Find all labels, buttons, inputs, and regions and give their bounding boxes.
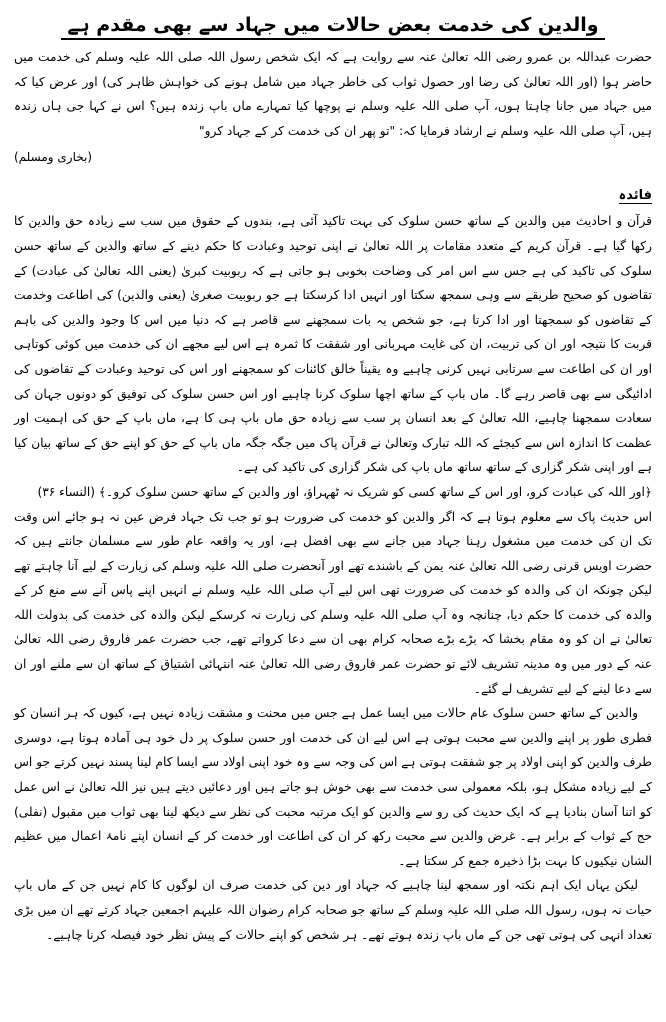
quran-quote: ﴿اور اللہ کی عبادت کرو، اور اس کے ساتھ کسی کو شریک نہ ٹھہراؤ، اور والدین کے ساتھ حسن سلوک کرو۔﴾ (النساء ۳۶): [37, 484, 652, 499]
page-title: [14, 14, 652, 39]
title-text: والدین کی خدمت بعض حالات میں جہاد سے بھی مقدم ہے: [61, 14, 604, 40]
hadith-reference: (بخاری ومسلم): [14, 150, 92, 165]
hadith-paragraph: حضرت عبداللہ بن عمرو رضی اللہ تعالیٰ عنہ سے روایت ہے کہ ایک شخص رسول اللہ صلی اللہ علیہ وسلم کی خدمت میں حاضر ہوا (اور اللہ تعالیٰ کی رضا اور حصول ثواب کی خاطر جہاد میں شامل ہونے کی خواہش ظاہر کی) اور عرض کیا کہ میں جہاد میں جانا چاہتا ہوں، آپ صلی اللہ علیہ وسلم نے پوچھا کیا تمہارے ماں باپ زندہ ہیں؟ اس نے کہا جی ہاں زندہ ہیں، آپ صلی اللہ علیہ وسلم نے ارشاد فرمایا کہ: "تو پھر ان کی خدمت کر کے جہاد کرو": [14, 50, 652, 138]
paragraph-3: والدین کے ساتھ حسن سلوک عام حالات میں ایسا عمل ہے جس میں محنت و مشقت زیادہ نہیں ہے، کیوں کہ ہر انسان کو فطری طور پر اپنے والدین سے محبت ہوتی ہے اس لیے ان کی خدمت اور حسن سلوک پر دل خود ہی آمادہ ہوتا ہے، دوسری طرف والدین کو اپنی اولاد پر جو شفقت ہوتی ہے اس کی وجہ سے وہ خود اپنی اولاد سے ایسا کام لینا پسند نہیں کرتے جو اس کے لیے زیادہ مشکل ہو، بلکہ معمولی سی خدمت سے بھی خوش ہو جاتے ہیں اور دعائیں دیتے ہیں نیز اللہ تعالیٰ نے اس عمل کو اتنا آسان بنادیا ہے کہ ایک حدیث کی رو سے والدین کو ایک مرتبہ محبت کی نظر سے دیکھ لینا بھی ثواب میں مقبول (نفلی) حج کے ثواب کے برابر ہے۔ غرض والدین سے محبت رکھ کر ان کی اطاعت اور خدمت کر کے انسان اپنے نامۂ اعمال میں عظیم الشان نیکیوں کا بہت بڑا ذخیرہ جمع کر سکتا ہے۔: [14, 706, 652, 868]
paragraph-1: قرآن و احادیث میں والدین کے ساتھ حسن سلوک کی بہت تاکید آئی ہے، بندوں کے حقوق میں سب سے زیادہ حق والدین کا رکھا گیا ہے۔ قرآن کریم کے متعدد مقامات پر اللہ تعالیٰ نے اپنی توحید وعبادت کا حکم دینے کے ساتھ والدین کے ساتھ حسن سلوک کی تاکید کی ہے جس سے اس امر کی وضاحت بخوبی ہو جاتی ہے کہ ربوبیت کبریٰ (یعنی اللہ تعالیٰ کی عبادت) کے تقاضوں کو صحیح طریقے سے وہی سمجھ سکتا اور انہیں ادا کرسکتا ہے جو ربوبیت صغریٰ (یعنی والدین) کی اطاعت وخدمت کے تقاضوں کو سمجھتا اور ادا کرتا ہے، جو شخص یہ بات سمجھنے سے قاصر ہے کہ دنیا میں اس کا وجود والدین کی باہم قربت کا نتیجہ اور ان کی تربیت، ان کی غایت مہربانی اور شفقت کا ثمرہ ہے اس لیے مجھے ان کی خدمت میں کوئی کوتاہی اور ان کی اطاعت سے سرتابی نہیں کرنی چاہیے وہ یقیناً خالق کائنات کو سمجھنے اور اس کی توحید وعبادت کے تقاضوں کی ادائیگی سے بھی قاصر رہے گا۔ ماں باپ کے ساتھ اچھا سلوک کرنا چاہیے اور اس حسن سلوک کی توفیق کو دونوں جہان کی سعادت سمجھنا چاہیے، اللہ تعالیٰ کے بعد انسان پر سب سے زیادہ حق ماں باپ ہی کا ہے، ماں باپ کے حق کی اہمیت اور عظمت کا اندازہ اس سے کیجئے کہ اللہ تبارک وتعالیٰ نے قرآن پاک میں جگہ جگہ ماں باپ کے حق کو اپنے حق کے ساتھ بیان کیا ہے اور اپنی شکر گزاری کے ساتھ ساتھ ماں باپ کی شکر گزاری کی تاکید کی ہے۔: [14, 214, 652, 475]
fawaid-heading: [14, 185, 652, 207]
paragraph-4: لیکن یہاں ایک اہم نکتہ اور سمجھ لینا چاہیے کہ جہاد اور دین کی خدمت صرف ان لوگوں کا کام نہیں جن کے ماں باپ حیات نہ ہوں، رسول اللہ صلی اللہ علیہ وسلم کے ساتھ جو صحابہ کرام رضوان اللہ علیہم اجمعین جہاد کرتے تھے ان میں بڑی تعداد انہی کی ہوتی تھی جن کے ماں باپ زندہ ہوتے تھے۔ ہر شخص کو اپنے حالات کے پیش نظر خود فیصلہ کرنا چاہیے۔: [14, 878, 652, 942]
paragraph-2: اس حدیث پاک سے معلوم ہوتا ہے کہ اگر والدین کو خدمت کی ضرورت ہو تو جب تک جہاد فرض عین نہ ہو جائے اس وقت تک ان کی خدمت میں مشغول رہنا جہاد میں جانے سے بھی افضل ہے، اور یہ واقعہ عام طور سے مسلمان جانتے ہیں کہ حضرت اویس قرنی رضی اللہ تعالیٰ عنہ یمن کے باشندے تھے اور آنحضرت صلی اللہ علیہ وسلم کی زیارت کے لیے آنا چاہتے تھے لیکن چونکہ ان کی والدہ کو خدمت کی ضرورت تھی اس لیے آپ صلی اللہ علیہ وسلم نے انہیں اپنے پاس آنے سے منع کر کے والدہ کی خدمت کا حکم دیا، چنانچہ وہ آپ صلی اللہ علیہ وسلم کی زیارت نہ کرسکے لیکن والدہ کی خدمت کی بدولت اللہ تعالیٰ نے ان کو وہ مقام بخشا کہ بڑے بڑے صحابہ کرام بھی ان سے دعا کرواتے تھے، جب حضرت عمر فاروق رضی اللہ تعالیٰ عنہ کے دور میں وہ مدینہ تشریف لائے تو حضرت عمر فاروق رضی اللہ تعالیٰ عنہ انتہائی اشتیاق کے ساتھ ان سے ملنے اور ان سے دعا لینے کے لیے تشریف لے گئے۔: [14, 509, 652, 696]
fawaid-heading-text: فائدہ: [618, 188, 652, 204]
